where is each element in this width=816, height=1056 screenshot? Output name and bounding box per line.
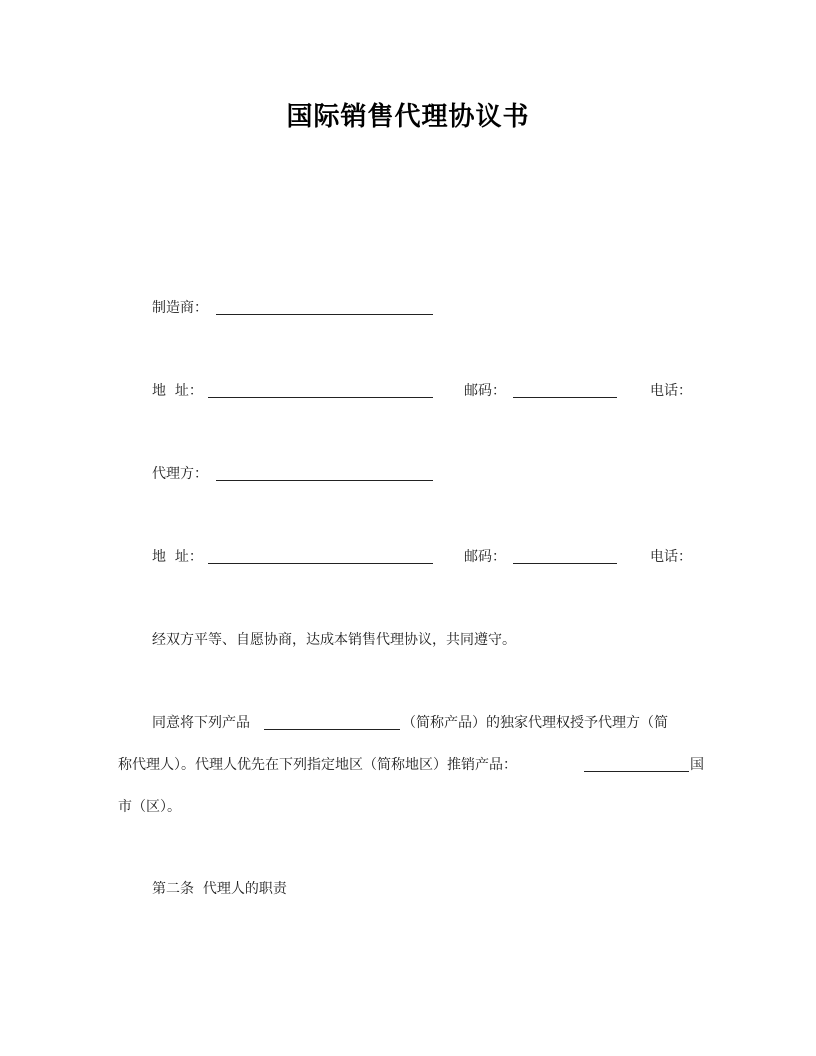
- manufacturer-zip-blank[interactable]: [513, 397, 617, 398]
- agent-zip-blank[interactable]: [513, 563, 617, 564]
- agent-zip-label: 邮码：: [464, 549, 506, 565]
- document-title: 国际销售代理协议书: [286, 102, 530, 132]
- product-blank[interactable]: [264, 729, 400, 730]
- agent-blank[interactable]: [216, 480, 433, 481]
- article2-heading: 第二条 代理人的职责: [152, 881, 287, 897]
- agent-address-label: 地 址：: [152, 549, 203, 565]
- manufacturer-blank[interactable]: [216, 314, 433, 315]
- manufacturer-address-blank[interactable]: [208, 397, 433, 398]
- agent-address-blank[interactable]: [208, 563, 433, 564]
- article1-line1-b: （简称产品）的独家代理权授予代理方（简: [402, 715, 668, 731]
- preamble-text: 经双方平等、自愿协商，达成本销售代理协议，共同遵守。: [152, 632, 516, 648]
- manufacturer-zip-label: 邮码：: [464, 383, 506, 399]
- article1-line2-b: 国: [690, 757, 704, 773]
- manufacturer-address-label: 地 址：: [152, 383, 203, 399]
- article1-line3: 市（区）。: [118, 799, 181, 815]
- manufacturer-phone-label: 电话：: [650, 383, 692, 399]
- region-blank[interactable]: [584, 771, 689, 772]
- article1-line2-a: 称代理人）。代理人优先在下列指定地区（简称地区）推销产品：: [118, 757, 517, 773]
- agent-phone-label: 电话：: [650, 549, 692, 565]
- article1-line1-a: 同意将下列产品: [152, 715, 250, 731]
- agent-label: 代理方：: [152, 466, 208, 482]
- manufacturer-label: 制造商：: [152, 300, 208, 316]
